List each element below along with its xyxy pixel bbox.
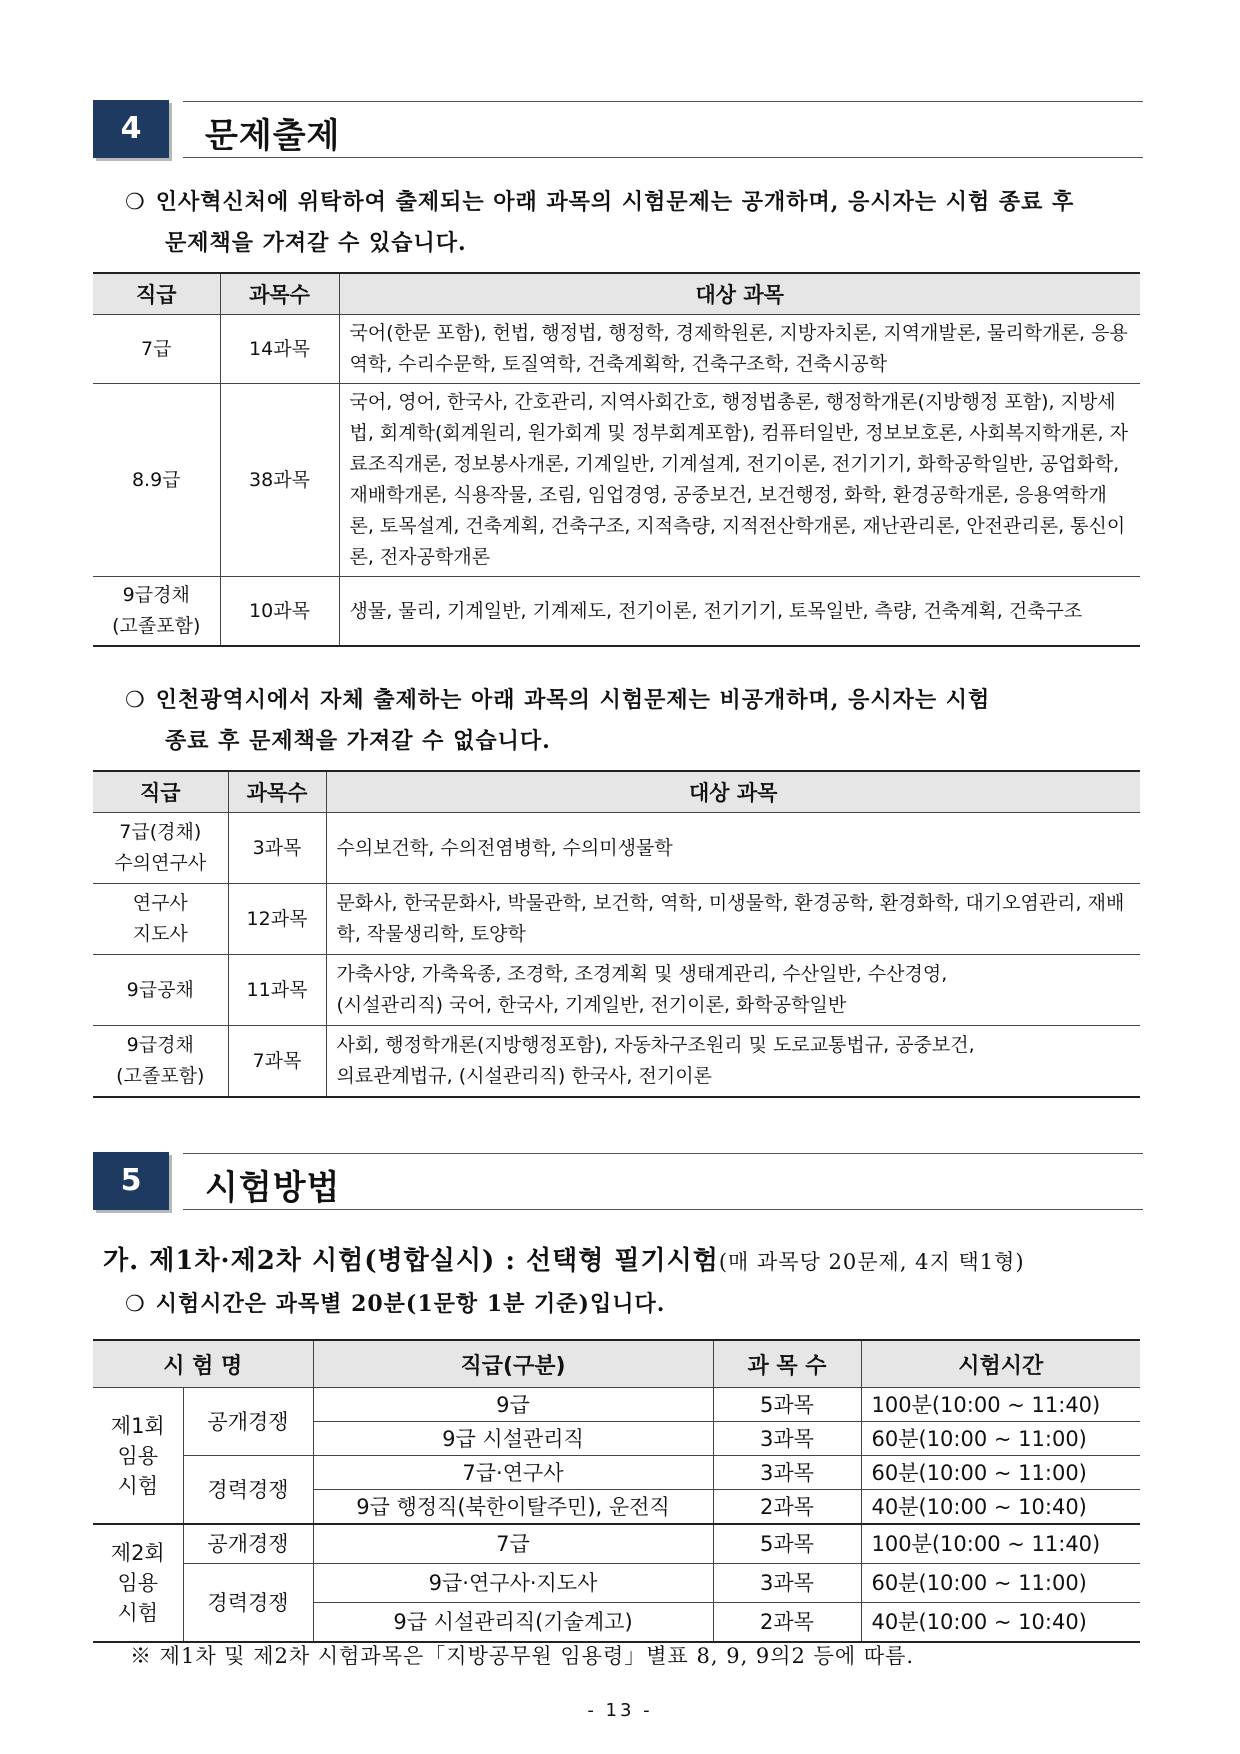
column-header: 시 험 명 [93,1340,313,1388]
table-row [93,1564,1140,1603]
circle-bullet-icon: ❍ [125,190,146,215]
column-header: 직급 [93,771,228,813]
time-cell: 100분(10:00 ~ 11:40) [861,1524,1140,1564]
header-divider [183,1153,1143,1154]
count-cell: 3과목 [713,1422,861,1456]
column-header: 과목수 [220,273,339,315]
notice-line: 인사혁신처에 위탁하여 출제되는 아래 과목의 시험문제는 공개하며, 응시자는 시험 종료 후 [155,189,1075,215]
header-divider [183,1209,1143,1210]
competition-type-cell: 경력경쟁 [183,1456,313,1525]
table-row [93,1388,1140,1422]
section-number-badge: 4 [93,100,169,158]
subheading-main: 가. 제1차·제2차 시험(병합실시) : 선택형 필기시험 [103,1246,719,1276]
section-number-badge: 5 [93,1152,169,1210]
notice-private-exam [125,680,1140,761]
grade-cell: 8.9급 [93,384,220,577]
table-row [93,955,1140,1026]
time-cell: 60분(10:00 ~ 11:00) [861,1456,1140,1490]
count-cell: 12과목 [228,884,326,955]
table-row [93,384,1140,577]
table-header-row [93,1340,1140,1388]
competition-type-cell: 공개경쟁 [183,1524,313,1564]
subheading-detail: (매 과목당 20문제, 4지 택1형) [718,1250,1025,1274]
page-number: - 13 - [587,1700,653,1721]
subjects-cell: 국어(한문 포함), 헌법, 행정법, 행정학, 경제학원론, 지방자치론, 지역개발론, 물리학개론, 응용역학, 수리수문학, 토질역학, 건축계획학, 건축구조학, 건축시공학 [339,315,1140,384]
time-cell: 60분(10:00 ~ 11:00) [861,1564,1140,1603]
section-5-header [93,1152,1143,1212]
notice-line: 종료 후 문제책을 가져갈 수 없습니다. [165,728,551,754]
section-4-header [93,100,1143,160]
grade-cell: 9급공채 [93,955,228,1026]
grade-line: (고졸포함) [116,1065,205,1087]
circle-bullet-icon: ❍ [125,688,146,713]
count-cell: 7과목 [228,1026,326,1098]
grade-cell: 7급·연구사 [313,1456,713,1490]
notice-line: 인천광역시에서 자체 출제하는 아래 과목의 시험문제는 비공개하며, 응시자는 시험 [155,687,991,713]
grade-line: 7급(경채) [119,821,202,843]
competition-type-cell: 공개경쟁 [183,1388,313,1456]
private-subjects-table [93,770,1140,1098]
exam-schedule-table [93,1339,1140,1643]
circle-bullet-icon: ❍ [125,1292,146,1317]
grade-line: (고졸포함) [112,615,201,637]
count-cell: 10과목 [220,577,339,647]
table-header-row [93,771,1140,813]
grade-cell [93,884,228,955]
exam-round-line: 임용 [117,1443,159,1468]
count-cell: 38과목 [220,384,339,577]
subjects-cell [326,1026,1140,1098]
time-cell: 40분(10:00 ~ 10:40) [861,1490,1140,1525]
time-cell: 60분(10:00 ~ 11:00) [861,1422,1140,1456]
exam-round-cell [93,1388,183,1525]
grade-line: 9급경채 [122,584,190,606]
grade-cell: 9급 시설관리직 [313,1422,713,1456]
grade-cell: 9급·연구사·지도사 [313,1564,713,1603]
table-row [93,577,1140,647]
subjects-cell: 문화사, 한국문화사, 박물관학, 보건학, 역학, 미생물학, 환경공학, 환경화학, 대기오염관리, 재배학, 작물생리학, 토양학 [326,884,1140,955]
subjects-cell [326,955,1140,1026]
exam-round-line: 제1회 [110,1413,165,1438]
subjects-cell: 수의보건학, 수의전염병학, 수의미생물학 [326,813,1140,884]
subjects-line: 의료관계법규, (시설관리직) 한국사, 전기이론 [336,1065,712,1087]
footnote: ※ 제1차 및 제2차 시험과목은「지방공무원 임용령」별표 8, 9, 9의2 등에 따름. [130,1644,915,1668]
column-header: 시험시간 [861,1340,1140,1388]
table-row [93,1026,1140,1098]
exam-round-cell [93,1524,183,1642]
count-cell: 2과목 [713,1603,861,1643]
public-subjects-table [93,272,1140,647]
grade-cell: 9급 [313,1388,713,1422]
grade-line: 9급경채 [126,1034,194,1056]
table-header-row [93,273,1140,315]
count-cell: 11과목 [228,955,326,1026]
column-header: 과 목 수 [713,1340,861,1388]
table-row [93,1524,1140,1564]
count-cell: 3과목 [228,813,326,884]
column-header: 과목수 [228,771,326,813]
exam-round-line: 제2회 [110,1541,165,1565]
column-header: 대상 과목 [339,273,1140,315]
grade-cell: 7급 [93,315,220,384]
time-cell: 100분(10:00 ~ 11:40) [861,1388,1140,1422]
exam-round-line: 임용 [117,1571,159,1595]
time-cell: 40분(10:00 ~ 10:40) [861,1603,1140,1643]
exam-round-line: 시험 [117,1601,159,1625]
table-row [93,884,1140,955]
count-cell: 14과목 [220,315,339,384]
grade-line: 수의연구사 [114,852,207,874]
competition-type-cell: 경력경쟁 [183,1564,313,1643]
section-title: 시험방법 [205,1168,341,1208]
table-row [93,813,1140,884]
grade-cell [93,813,228,884]
notice-public-exam [125,182,1140,263]
exam-round-line: 시험 [117,1473,159,1498]
count-cell: 3과목 [713,1564,861,1603]
table-row [93,1456,1140,1490]
notice-line: 문제책을 가져갈 수 있습니다. [165,230,467,256]
grade-line: 연구사 [132,892,188,914]
grade-line: 지도사 [132,923,188,945]
grade-cell: 9급 시설관리직(기술계고) [313,1603,713,1643]
notice-line: 시험시간은 과목별 20분(1문항 1분 기준)입니다. [155,1291,666,1317]
section-title: 문제출제 [205,116,341,156]
subjects-line: 가축사양, 가축육종, 조경학, 조경계획 및 생태계관리, 수산일반, 수산경영, [336,963,948,985]
header-divider [183,157,1143,158]
table-row [93,315,1140,384]
subjects-line: (시설관리직) 국어, 한국사, 기계일반, 전기이론, 화학공학일반 [336,994,847,1016]
column-header: 대상 과목 [326,771,1140,813]
subjects-line: 사회, 행정학개론(지방행정포함), 자동차구조원리 및 도로교통법규, 공중보건, [336,1034,975,1056]
count-cell: 5과목 [713,1388,861,1422]
column-header: 직급(구분) [313,1340,713,1388]
count-cell: 2과목 [713,1490,861,1525]
column-header: 직급 [93,273,220,315]
exam-time-notice [125,1284,1140,1325]
subjects-cell: 생물, 물리, 기계일반, 기계제도, 전기이론, 전기기기, 토목일반, 측량, 건축계획, 건축구조 [339,577,1140,647]
subjects-cell: 국어, 영어, 한국사, 간호관리, 지역사회간호, 행정법총론, 행정학개론(지방행정 포함), 지방세법, 회계학(회계원리, 원가회계 및 정부회계포함), 컴퓨터일반, 정보보호론, 사회복지학개론, 자료조직개론, 정보봉사개론, 기계일반, 기계설계, 전기이론, 전기기기, 화학공학일반, 공업화학, 재배학개론, 식용작물, 조림, 임업경영, 공중보건, 보건행정, 화학, 환경공학개론, 응용역학개론, 토목설계, 건축계획, 건축구조, 지적측량, 지적전산학개론, 재난관리론, 안전관리론, 통신이론, 전자공학개론 [339,384,1140,577]
exam-method-subheading [103,1240,1025,1277]
grade-cell [93,577,220,647]
header-divider [183,101,1143,102]
grade-cell: 9급 행정직(북한이탈주민), 운전직 [313,1490,713,1525]
count-cell: 3과목 [713,1456,861,1490]
count-cell: 5과목 [713,1524,861,1564]
grade-cell [93,1026,228,1098]
grade-cell: 7급 [313,1524,713,1564]
